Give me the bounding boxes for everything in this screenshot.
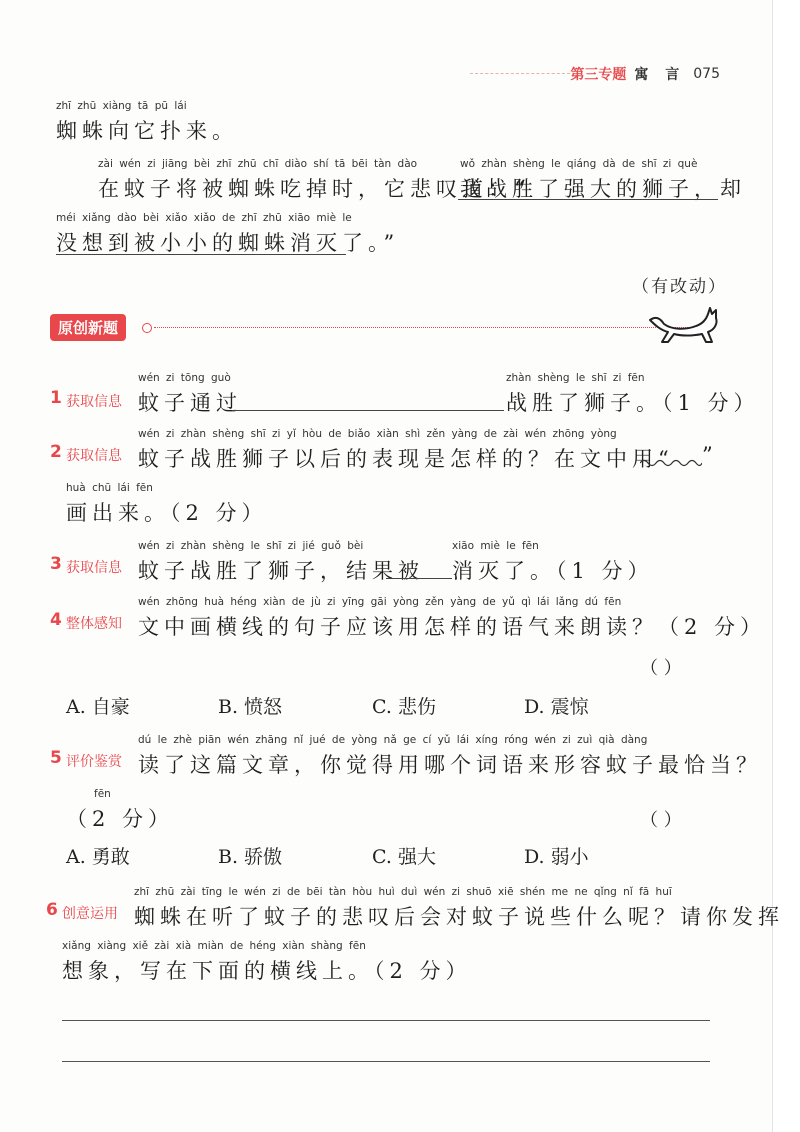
section-line [154,327,694,328]
pinyin: méi xiǎng dào bèi xiǎo xiǎo de zhī zhū xiāo miè le [56,212,352,224]
question-tag: 获取信息 [66,560,122,576]
header-subject: 寓 言 [634,67,686,83]
pinyin: xiǎng xiàng xiě zài xià miàn de héng xiàn shàng fēn [62,940,366,952]
question-text: 蚊子战胜了狮子，结果被 [138,559,424,583]
question-text: 战胜了狮子。（1 分） [506,391,760,415]
answer-line[interactable] [62,1061,710,1062]
pinyin: dú le zhè piān wén zhāng nǐ jué de yòng nǎ ge cí yǔ lái xíng róng wén zi zuì qià dàng [138,734,648,746]
sentence-underline [458,199,718,200]
pinyin: zhàn shèng le shī zi fēn [506,372,645,384]
question-text: 想象，写在下面的横线上。（2 分） [62,959,472,983]
story-text: 蜘蛛向它扑来。 [56,119,238,143]
question-tag: 整体感知 [66,616,122,632]
option-d[interactable]: D. 弱小 [524,846,589,868]
option-b[interactable]: B. 愤怒 [218,696,283,718]
header-rule [470,73,570,74]
pinyin: fēn [94,788,111,800]
question-text: （2 分） [66,807,175,831]
pinyin: zài wén zi jiāng bèi zhī zhū chī diào shí tā bēi tàn dào [98,158,418,170]
page-number: 075 [693,66,720,82]
question-text: 画出来。（2 分） [66,501,268,525]
option-c[interactable]: C. 强大 [372,846,436,868]
header-topic: 第三专题 [570,67,627,83]
pinyin: wén zi tōng guò [138,372,231,384]
story-text: 我战胜了强大的狮子，却 [460,177,746,201]
pinyin: wén zi zhàn shèng shī zi yǐ hòu de biǎo xiàn shì zěn yàng de zài wén zhōng yòng [138,428,617,440]
question-text: 蜘蛛在听了蚊子的悲叹后会对蚊子说些什么呢？请你发挥 [134,905,784,929]
question-tag: 获取信息 [66,448,122,464]
section-banner [50,314,126,341]
question-text: 蚊子战胜狮子以后的表现是怎样的？在文中用“ [138,447,674,471]
answer-line[interactable] [62,1020,710,1021]
pinyin: wén zi zhàn shèng le shī zi jié guǒ bèi [138,540,364,552]
question-number: 4 [50,610,62,630]
pinyin: wén zhōng huà héng xiàn de jù zi yīng gāi yòng zěn yàng de yǔ qì lái lǎng dú fēn [138,596,622,608]
page-header [570,64,720,84]
story-text: 没想到被小小的蜘蛛消灭了。” [56,231,400,255]
answer-blank[interactable] [232,410,504,411]
sentence-underline [56,254,346,255]
pinyin: wǒ zhàn shèng le qiáng dà de shī zi què [460,158,698,170]
pinyin: xiāo miè le fēn [452,540,539,552]
question-tag: 评价鉴赏 [66,754,122,770]
section-label: 原创新题 [50,314,126,341]
pinyin: zhī zhū xiàng tā pū lái [56,100,187,112]
option-d[interactable]: D. 震惊 [524,696,589,718]
cat-icon [646,306,722,350]
question-text: ” [702,443,718,467]
source-note: （有改动） [632,277,727,297]
question-number: 1 [50,388,62,408]
question-tag: 获取信息 [66,394,122,410]
option-c[interactable]: C. 悲伤 [372,696,436,718]
option-b[interactable]: B. 骄傲 [218,846,283,868]
option-a[interactable]: A. 自豪 [66,696,130,718]
section-dot [142,323,152,333]
question-number: 5 [50,748,62,768]
answer-blank[interactable] [386,578,452,579]
question-number: 2 [50,442,62,462]
question-text: 读了这篇文章，你觉得用哪个词语来形容蚊子最恰当？ [138,753,762,777]
question-text: 消灭了。（1 分） [452,559,654,583]
story-text: 在蚊子将被蜘蛛吃掉时，它悲叹道：“ [98,177,530,201]
question-tag: 创意运用 [62,906,118,922]
wavy-line-icon [640,458,702,468]
pinyin: zhī zhū zài tīng le wén zi de bēi tàn hòu huì duì wén zi shuō xiē shén me ne qǐng nǐ fā huī [134,886,672,898]
question-number: 3 [50,554,62,574]
answer-paren[interactable]: （ ） [640,658,682,679]
question-text: 蚊子通过 [138,391,242,415]
question-number: 6 [46,900,58,920]
option-a[interactable]: A. 勇敢 [66,846,130,868]
pinyin: huà chū lái fēn [66,482,153,494]
question-text: 文中画横线的句子应该用怎样的语气来朗读？（2 分） [138,615,767,639]
answer-paren[interactable]: （ ） [640,810,682,831]
